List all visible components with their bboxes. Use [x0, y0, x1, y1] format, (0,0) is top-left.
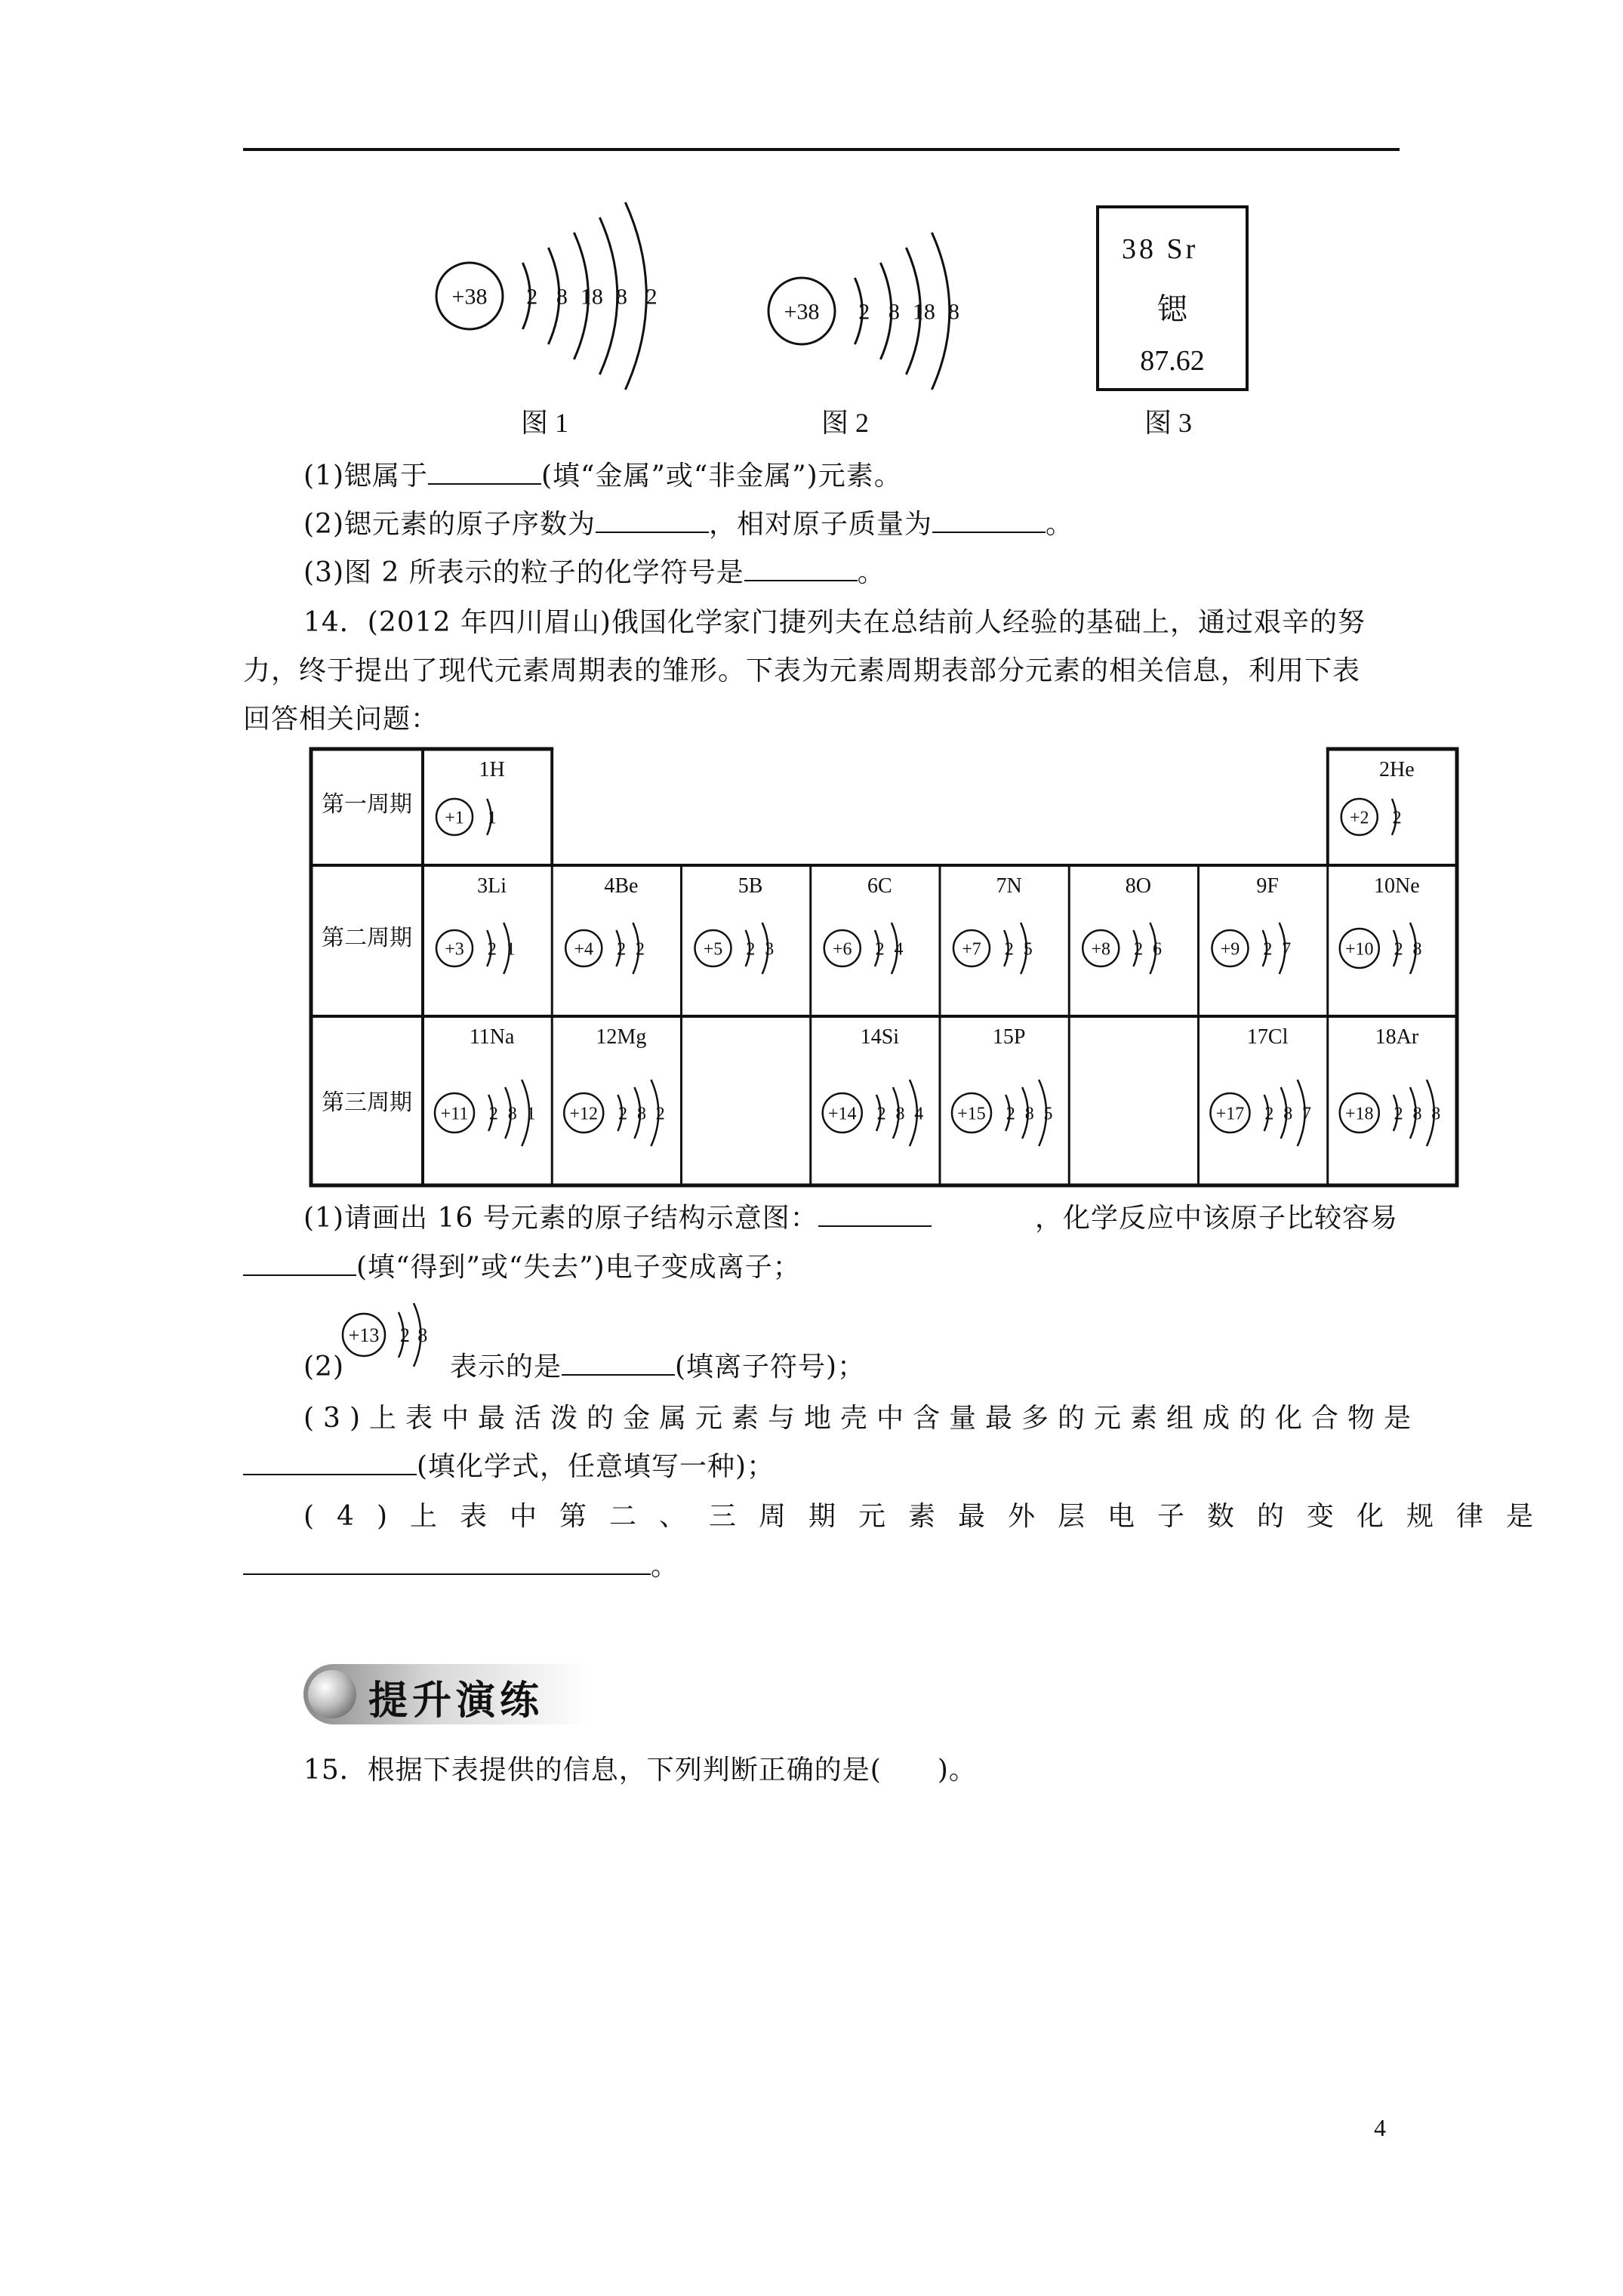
nucleus-charge: +1	[445, 808, 464, 828]
shell-electron-count: 8	[417, 1324, 428, 1347]
q13-p2-pre: (2)锶元素的原子序数为	[303, 509, 596, 540]
shell-electron-count: 7	[1302, 1104, 1312, 1124]
shell-electron-count: 8	[1283, 1104, 1293, 1124]
electron-shell-arc	[625, 202, 646, 390]
q14-sub3-line2	[243, 1445, 775, 1484]
shell-electron-count: 8	[888, 299, 900, 325]
shell-electron-count: 5	[1023, 939, 1033, 960]
answer-blank[interactable]	[744, 557, 858, 581]
q15-text: 15．根据下表提供的信息，下列判断正确的是( )。	[303, 1755, 977, 1786]
shell-electron-count: 2	[655, 1104, 665, 1124]
answer-blank[interactable]	[428, 461, 541, 485]
element-label: 10Ne	[1374, 874, 1420, 898]
shell-electron-count: 2	[487, 939, 497, 960]
shell-electron-count: 2	[876, 1104, 886, 1124]
nucleus-charge: +10	[1344, 939, 1374, 960]
shell-electron-count: 6	[1152, 939, 1162, 960]
strontium-figures	[423, 189, 1027, 415]
shell-electron-count: 2	[875, 939, 885, 960]
q14-line3: 回答相关问题：	[243, 704, 439, 735]
element-label: 18Ar	[1375, 1025, 1419, 1049]
shell-electron-count: 8	[1431, 1104, 1441, 1124]
shell-electron-count: 18	[580, 284, 603, 310]
nucleus-charge: +13	[348, 1324, 380, 1347]
element-label: 14Si	[860, 1025, 900, 1049]
shell-electron-count: 8	[895, 1104, 905, 1124]
section-title: 提升演练	[368, 1678, 544, 1724]
shell-electron-count: 1	[526, 1104, 536, 1124]
shell-electron-count: 8	[948, 299, 960, 325]
shell-electron-count: 18	[912, 299, 935, 325]
element-number-symbol: 38 Sr	[1122, 233, 1199, 265]
shell-electron-count: 2	[1134, 939, 1144, 960]
shell-electron-count: 5	[1043, 1104, 1053, 1124]
nucleus-charge: +14	[827, 1104, 857, 1124]
q13-p3-pre: (3)图 2 所表示的粒子的化学符号是	[303, 557, 744, 588]
q14-sub1-line2	[243, 1246, 801, 1284]
nucleus-charge: +5	[703, 939, 723, 960]
element-label: 11Na	[469, 1025, 515, 1049]
shell-electron-count: 2	[1263, 939, 1273, 960]
shell-electron-count: 4	[914, 1104, 924, 1124]
element-label: 6C	[867, 874, 892, 898]
element-label: 9F	[1256, 874, 1279, 898]
shell-electron-count: 2	[488, 1104, 498, 1124]
q14-sub1-line1	[303, 1197, 1398, 1235]
shell-electron-count: 2	[746, 939, 756, 960]
nucleus-charge: +7	[962, 939, 981, 960]
element-card	[1096, 205, 1249, 391]
q13-p2-post: 。	[1046, 509, 1074, 540]
bullet-ball-icon	[308, 1670, 356, 1718]
shell-electron-count: 8	[556, 284, 568, 310]
shell-electron-count: 2	[399, 1324, 410, 1347]
q13-p2-mid: ，相对原子质量为	[709, 509, 933, 540]
header-rule	[243, 148, 1400, 151]
shell-electron-count: 2	[1392, 808, 1402, 828]
element-mass: 87.62	[1140, 345, 1205, 377]
nucleus-charge: +17	[1215, 1104, 1245, 1124]
q14-sub4-line1: (4)上表中第二、三周期元素最外层电子数的变化规律是	[303, 1501, 1556, 1532]
empty-region	[553, 740, 1326, 864]
shell-electron-count: 2	[618, 1104, 628, 1124]
shell-electron-count: 2	[1004, 939, 1014, 960]
shell-electron-count: 8	[1024, 1104, 1034, 1124]
nucleus-charge: +2	[1349, 808, 1369, 828]
element-label: 12Mg	[596, 1025, 647, 1049]
q14-s2-post: 表示的是	[450, 1351, 562, 1382]
shell-electron-count: 8	[1412, 939, 1422, 960]
element-label: 8O	[1125, 874, 1151, 898]
figure-1-diagram	[436, 202, 658, 390]
element-label: 5B	[738, 874, 763, 898]
q14-s3b: (填化学式，任意填写一种)；	[417, 1451, 775, 1482]
element-label: 1H	[479, 758, 505, 781]
element-label: 2He	[1379, 758, 1415, 781]
answer-blank[interactable]	[818, 1203, 932, 1227]
q14-line2: 力，终于提出了现代元素周期表的雏形。下表为元素周期表部分元素的相关信息，利用下表	[243, 655, 1361, 686]
nucleus-charge: +15	[957, 1104, 986, 1124]
shell-electron-count: 2	[1394, 1104, 1403, 1124]
element-label: 17Cl	[1246, 1025, 1289, 1049]
nucleus-charge: +38	[784, 299, 820, 325]
shell-electron-count: 3	[765, 939, 775, 960]
shell-electron-count: 2	[1264, 1104, 1274, 1124]
answer-blank[interactable]	[243, 1451, 417, 1475]
nucleus-charge: +18	[1344, 1104, 1374, 1124]
period-label: 第一周期	[322, 792, 412, 817]
q13-p1-pre: (1)锶属于	[303, 461, 428, 492]
q14-s1a: (1)请画出 16 号元素的原子结构示意图：	[303, 1203, 818, 1234]
q14-s2-end: (填离子符号)；	[675, 1351, 866, 1382]
shell-electron-count: 7	[1282, 939, 1292, 960]
figure-2-caption: 图 2	[821, 408, 870, 438]
shell-electron-count: 8	[507, 1104, 517, 1124]
q13-part1	[303, 455, 902, 493]
q14-line1: 14．(2012 年四川眉山)俄国化学家门捷列夫在总结前人经验的基础上，通过艰辛的努	[303, 607, 1366, 638]
nucleus-charge: +9	[1220, 939, 1240, 960]
nucleus-charge: +6	[832, 939, 852, 960]
element-label: 7N	[996, 874, 1022, 898]
nucleus-charge: +38	[451, 284, 488, 310]
q14-sub4-line2	[243, 1545, 679, 1583]
shell-electron-count: 2	[858, 299, 870, 325]
shell-electron-count: 2	[1394, 939, 1403, 960]
nucleus-charge: +8	[1091, 939, 1111, 960]
shell-electron-count: 2	[1006, 1104, 1015, 1124]
nucleus-charge: +3	[445, 939, 464, 960]
element-label: 15P	[992, 1025, 1026, 1049]
q14-s1c: (填“得到”或“失去”)电子变成离子；	[356, 1252, 801, 1283]
shell-electron-count: 4	[894, 939, 904, 960]
shell-electron-count: 8	[1412, 1104, 1422, 1124]
shell-electron-count: 1	[487, 808, 497, 828]
answer-blank[interactable]	[243, 1252, 356, 1276]
q14-s1b: ，化学反应中该原子比较容易	[1034, 1203, 1398, 1234]
period-label: 第二周期	[322, 926, 412, 951]
figure-3-caption: 图 3	[1144, 408, 1193, 438]
q13-part2	[303, 503, 1073, 541]
figure-1-caption: 图 1	[521, 408, 569, 438]
answer-blank[interactable]	[932, 509, 1046, 533]
answer-blank[interactable]	[596, 509, 709, 533]
nucleus-charge: +11	[440, 1104, 469, 1124]
shell-electron-count: 2	[617, 939, 627, 960]
figure-2-diagram	[768, 233, 959, 390]
shell-electron-count: 8	[616, 284, 628, 310]
periodic-table	[302, 740, 1464, 1193]
answer-blank[interactable]	[243, 1551, 651, 1575]
page-number: 4	[1374, 2114, 1386, 2141]
q14-s2-pre: (2)	[303, 1351, 344, 1382]
q14-sub2	[303, 1345, 865, 1384]
element-name: 锶	[1157, 292, 1187, 326]
q13-part3	[303, 551, 885, 590]
shell-electron-count: 2	[645, 284, 658, 310]
q13-p1-post: (填“金属”或“非金属”)元素。	[541, 461, 902, 492]
q14-sub3-line1: (3)上表中最活泼的金属元素与地壳中含量最多的元素组成的化合物是	[303, 1403, 1420, 1434]
element-label: 4Be	[604, 874, 639, 898]
period-label: 第三周期	[322, 1090, 412, 1115]
q14-s4b: 。	[651, 1551, 679, 1582]
nucleus-charge: +12	[569, 1104, 599, 1124]
answer-blank[interactable]	[562, 1351, 675, 1376]
shell-electron-count: 1	[506, 939, 516, 960]
nucleus-charge: +4	[574, 939, 594, 960]
q13-p3-post: 。	[857, 557, 885, 588]
element-label: 3Li	[477, 874, 507, 898]
shell-electron-count: 2	[635, 939, 645, 960]
shell-electron-count: 8	[636, 1104, 646, 1124]
shell-electron-count: 2	[526, 284, 538, 310]
